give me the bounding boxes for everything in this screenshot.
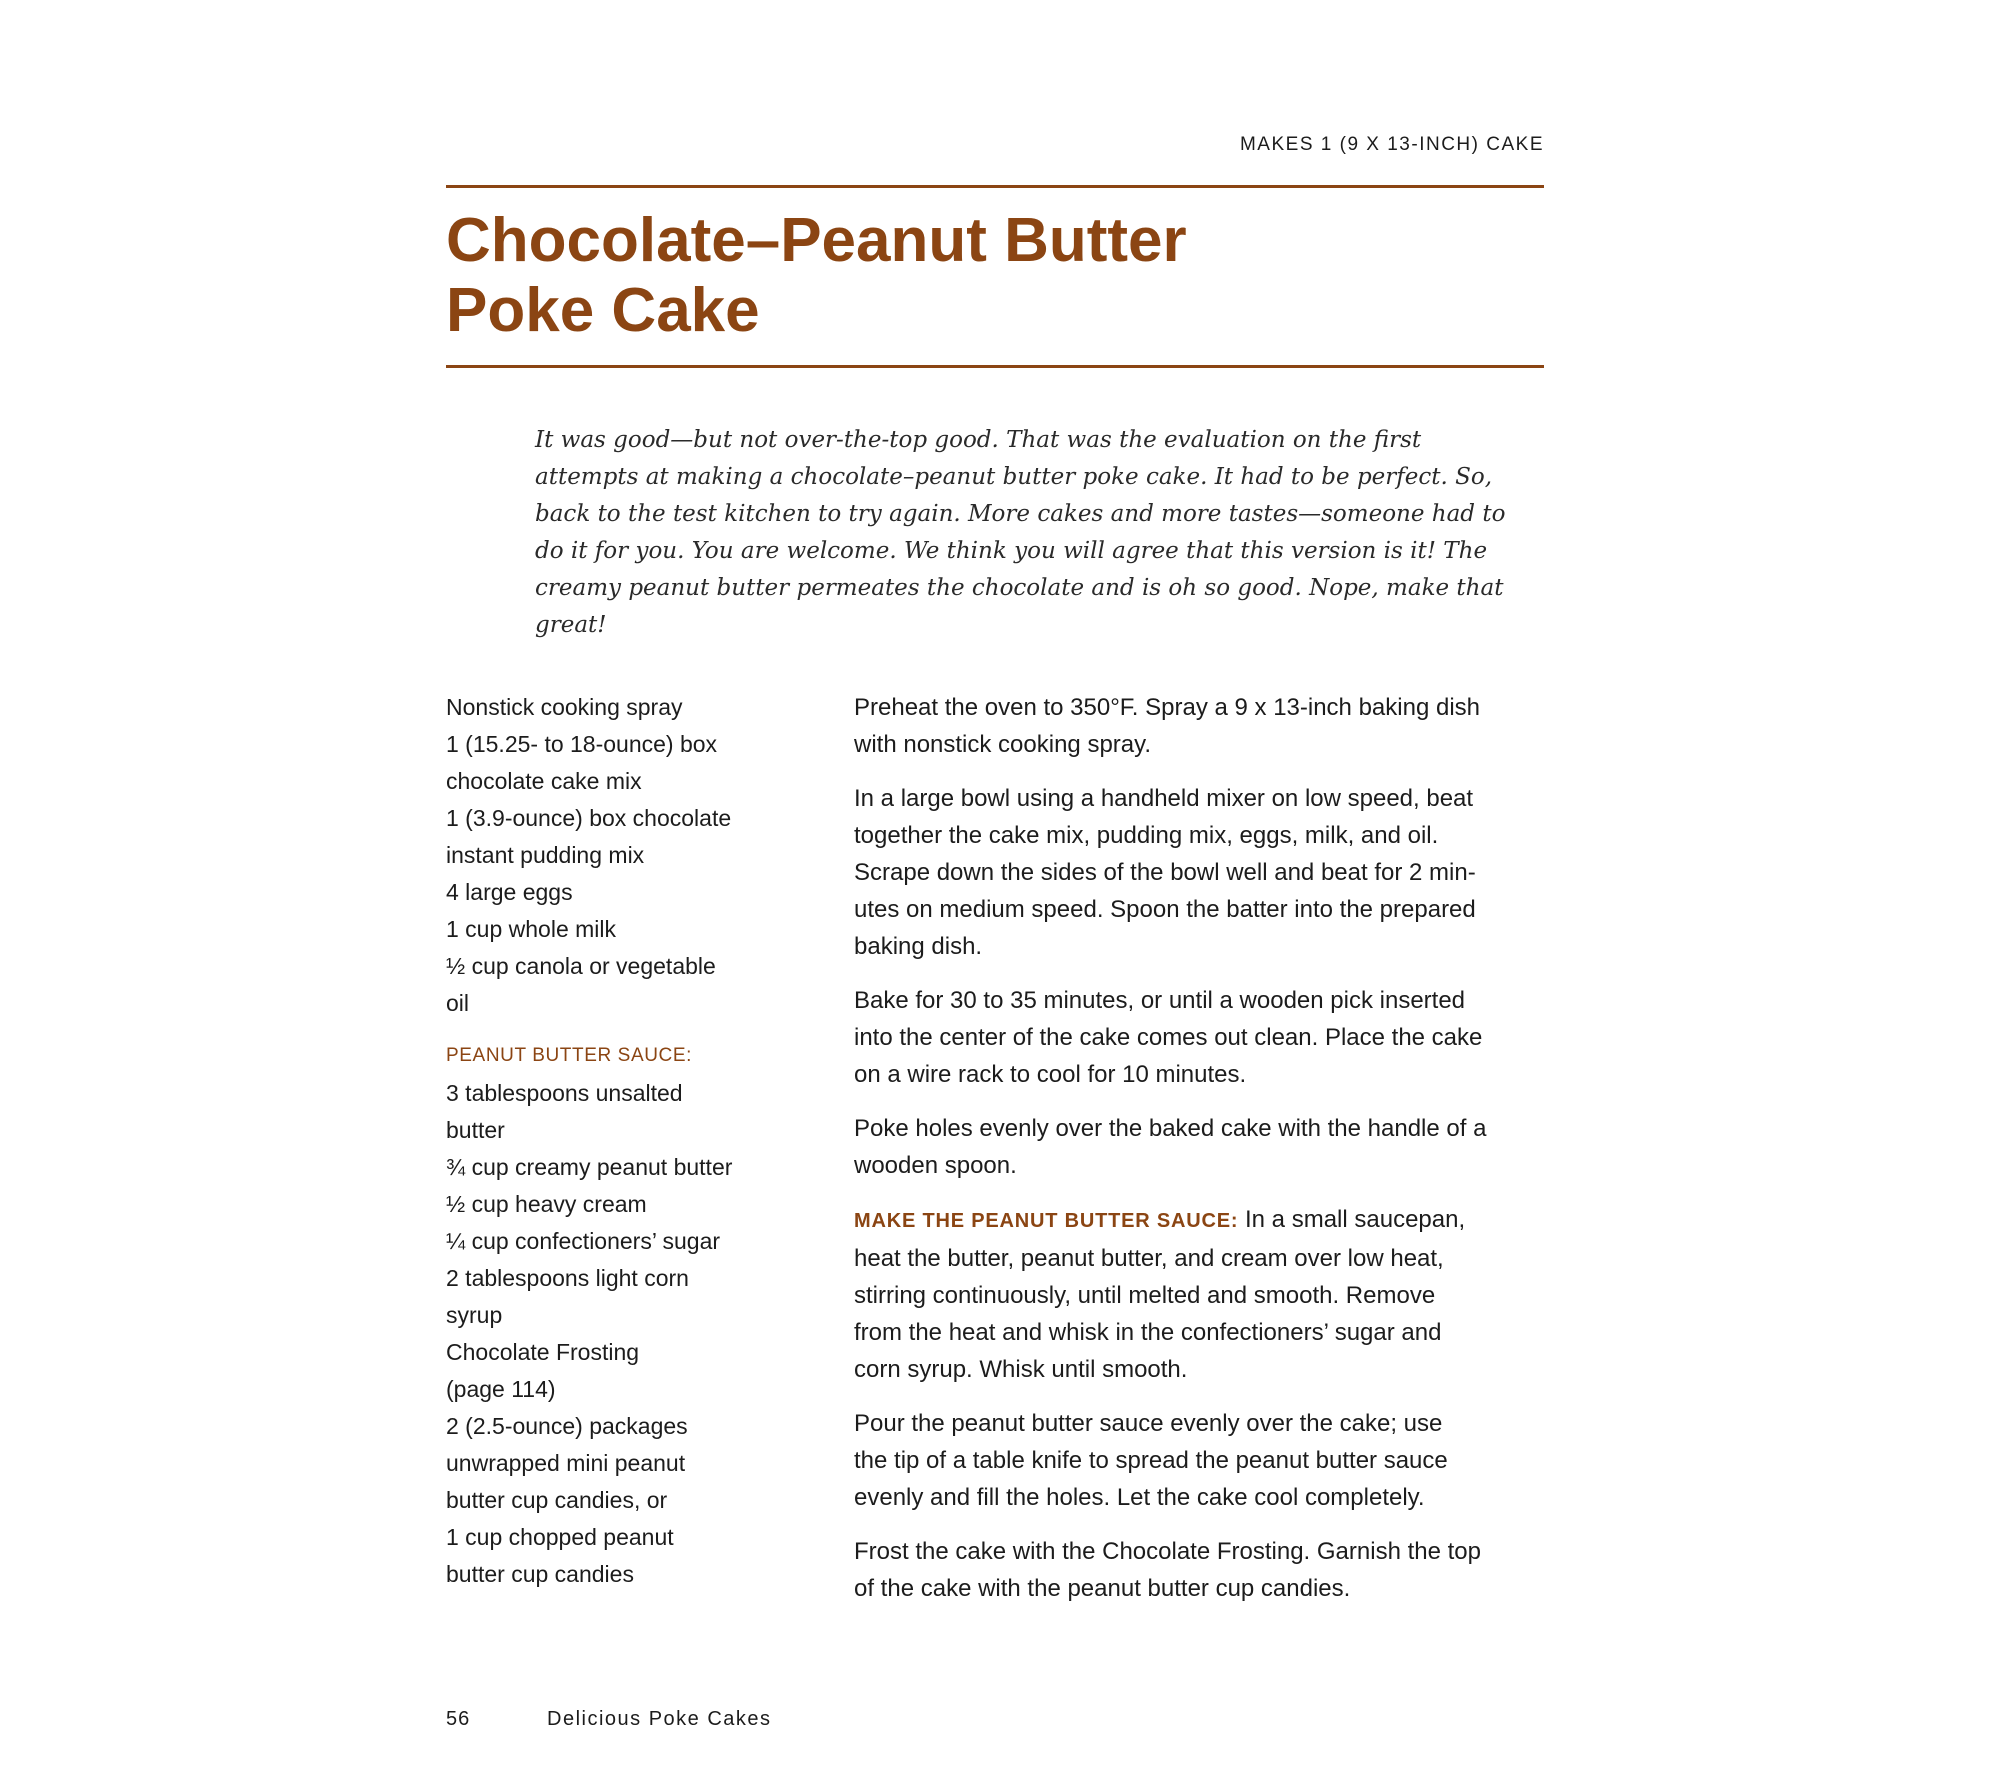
ingredient-item [446, 800, 806, 874]
ingredient-line: 1 (15.25- to 18-ounce) box [446, 731, 718, 757]
ingredient-item [446, 874, 806, 911]
method-step [854, 780, 1554, 965]
method-step [854, 1533, 1554, 1607]
title-rule-top [446, 185, 1544, 188]
intro-line: great! [535, 612, 607, 638]
ingredient-item [446, 1186, 806, 1223]
ingredient-line: butter cup candies [446, 1561, 634, 1587]
ingredient-line: ¼ cup confectioners’ sugar [446, 1228, 721, 1254]
ingredient-item [446, 726, 806, 800]
step-line: from the heat and whisk in the confectioners’ sugar and [854, 1319, 1442, 1346]
ingredient-line: Nonstick cooking spray [446, 694, 683, 720]
step-line: with nonstick cooking spray. [854, 731, 1152, 758]
step-line: of the cake with the peanut butter cup candies. [854, 1575, 1351, 1602]
ingredient-line: ½ cup canola or vegetable [446, 953, 716, 979]
recipe-intro [535, 422, 1545, 644]
ingredient-line: (page 114) [446, 1376, 556, 1402]
ingredients-list [446, 689, 806, 1593]
ingredient-item [446, 948, 806, 1022]
ingredient-line: Chocolate Frosting [446, 1339, 640, 1365]
step-line: heat the butter, peanut butter, and cream over low heat, [854, 1245, 1444, 1272]
ingredient-item [446, 689, 806, 726]
intro-line: attempts at making a chocolate–peanut butter poke cake. It had to be perfect. So, [535, 464, 1493, 490]
ingredient-line: 2 (2.5-ounce) packages [446, 1413, 688, 1439]
method-step [854, 1110, 1554, 1184]
ingredient-line: instant pudding mix [446, 842, 645, 868]
ingredient-line: 3 tablespoons unsalted [446, 1080, 683, 1106]
step-line: into the center of the cake comes out clean. Place the cake [854, 1024, 1483, 1051]
step-line: stirring continuously, until melted and smooth. Remove [854, 1282, 1436, 1309]
step-line: together the cake mix, pudding mix, eggs, milk, and oil. [854, 822, 1439, 849]
ingredient-item [446, 1408, 806, 1593]
ingredient-line: 1 cup chopped peanut [446, 1524, 674, 1550]
step-line: In a large bowl using a handheld mixer on low speed, beat [854, 785, 1474, 812]
step-line: Scrape down the sides of the bowl well and beat for 2 min- [854, 859, 1476, 886]
intro-line: It was good—but not over-the-top good. That was the evaluation on the first [535, 427, 1422, 453]
step-line: baking dish. [854, 933, 983, 960]
ingredient-line: butter cup candies, or [446, 1487, 668, 1513]
ingredient-line: 1 (3.9-ounce) box chocolate [446, 805, 732, 831]
sauce-subheading: PEANUT BUTTER SAUCE: [446, 1045, 693, 1066]
intro-line: do it for you. You are welcome. We think you will agree that this version is it! The [535, 538, 1488, 564]
step-line: the tip of a table knife to spread the peanut butter sauce [854, 1447, 1448, 1474]
book-title: Delicious Poke Cakes [547, 1708, 772, 1730]
title-rule-bottom [446, 365, 1544, 368]
ingredient-line: 4 large eggs [446, 879, 573, 905]
intro-line: creamy peanut butter permeates the chocolate and is oh so good. Nope, make that [535, 575, 1504, 601]
step-line: utes on medium speed. Spoon the batter into the prepared [854, 896, 1476, 923]
method-steps [854, 689, 1554, 1624]
recipe-title-line: Poke Cake [446, 276, 760, 345]
ingredient-line: oil [446, 990, 470, 1016]
step-line: wooden spoon. [854, 1152, 1017, 1179]
step-line: Frost the cake with the Chocolate Frosting. Garnish the top [854, 1538, 1481, 1565]
step-line: Pour the peanut butter sauce evenly over the cake; use [854, 1410, 1443, 1437]
step-line: Poke holes evenly over the baked cake with the handle of a [854, 1115, 1487, 1142]
step-lead-heading: MAKE THE PEANUT BUTTER SAUCE: [854, 1210, 1239, 1232]
step-line: on a wire rack to cool for 10 minutes. [854, 1061, 1247, 1088]
recipe-title-line: Chocolate–Peanut Butter [446, 206, 1187, 275]
step-line: evenly and fill the holes. Let the cake cool completely. [854, 1484, 1425, 1511]
page-number: 56 [446, 1708, 471, 1730]
ingredient-item [446, 1334, 806, 1408]
method-step [854, 689, 1554, 763]
step-line: Bake for 30 to 35 minutes, or until a wooden pick inserted [854, 987, 1466, 1014]
ingredient-line: chocolate cake mix [446, 768, 642, 794]
ingredient-line: syrup [446, 1302, 503, 1328]
ingredient-line: 1 cup whole milk [446, 916, 617, 942]
ingredient-item [446, 911, 806, 948]
recipe-title [446, 206, 1544, 346]
method-step [854, 1201, 1554, 1388]
ingredient-line: butter [446, 1117, 505, 1143]
ingredient-line: ½ cup heavy cream [446, 1191, 647, 1217]
ingredient-line: ¾ cup creamy peanut butter [446, 1154, 733, 1180]
ingredient-line: unwrapped mini peanut [446, 1450, 686, 1476]
ingredient-item [446, 1260, 806, 1334]
recipe-yield: MAKES 1 (9 X 13-INCH) CAKE [1239, 134, 1544, 155]
step-line: corn syrup. Whisk until smooth. [854, 1356, 1188, 1383]
step-line-text: In a small saucepan, [1238, 1206, 1466, 1233]
intro-line: back to the test kitchen to try again. More cakes and more tastes—someone had to [535, 501, 1506, 527]
step-line: Preheat the oven to 350°F. Spray a 9 x 13-inch baking dish [854, 694, 1480, 721]
ingredient-item [446, 1075, 806, 1149]
ingredient-item [446, 1223, 806, 1260]
ingredient-item [446, 1149, 806, 1186]
method-step [854, 982, 1554, 1093]
method-step [854, 1405, 1554, 1516]
ingredient-line: 2 tablespoons light corn [446, 1265, 689, 1291]
step-line-with-lead [854, 1201, 1554, 1240]
